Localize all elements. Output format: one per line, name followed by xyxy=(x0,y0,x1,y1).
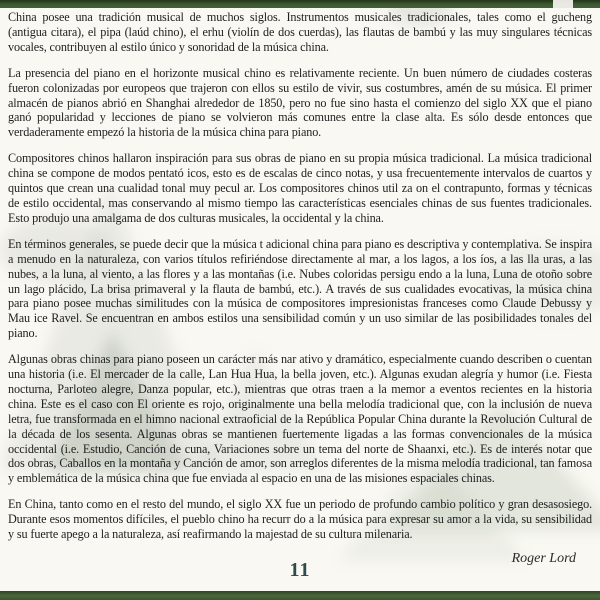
top-bar-scan-notch xyxy=(553,0,573,8)
paragraph-20th-century: En China, tanto como en el resto del mundo, el siglo XX fue un periodo de profundo cambio político y gran desasosiego. Durante esos momentos difíciles, el pueblo chino ha recurr do a la música para expresar su amor a la vida, su sensibilidad y su fuerte apego a la naturaleza, así reafirmando la majestad de su cultura milenaria. xyxy=(8,497,592,542)
paragraph-narrative-works: Algunas obras chinas para piano poseen un carácter más nar ativo y dramático, especialmente cuando describen o cuentan una historia (i.e. El mercader de la calle, Lan Hua Hua, la bella joven, etc.). Algunas exudan alegría y humor (i.e. Fiesta nocturna, Parloteo alegre, Danza popular, etc.), mientras que otras traen a la memor a eventos recientes en la historia china. Este es el caso con El oriente es rojo, originalmente una bella melodía tradicional que, con la inclusión de nueva letra, fue transformada en el himno nacional extraoficial de la República Popular China durante la Revolución Cultural de la década de los sesenta. Algunas obras se mantienen fuertemente ligadas a las formas convencionales de la música occidental (i.e. Estudio, Canción de cuna, Variaciones sobre un tema del norte de Shaanxi, etc.). Es de interés notar que dos obras, Caballos en la montaña y Canción de amor, son arreglos diferentes de la misma melodía tradicional, tan famosa y emblemática de la música china que fue enviada al espacio en una de las misiones espaciales chinas. xyxy=(8,352,592,486)
paragraph-piano-arrival: La presencia del piano en el horizonte musical chino es relativamente reciente. Un buen número de ciudades costeras fueron colonizadas por europeos que trajeron con ellos su estilo de vivir, sus costumbres, amén de su música. El primer almacén de pianos abrió en Shanghai alrededor de 1850, pero no fue sino hasta el comienzo del siglo XX que el piano ganó popularidad y lecciones de piano se volvieron más comunes entre la clase alta. Es sólo desde entonces que verdaderamente empezó la historia de la música china para piano. xyxy=(8,65,592,140)
paragraph-intro-tradition: China posee una tradición musical de muchos siglos. Instrumentos musicales tradicionales, tales como el gucheng (antigua citara), el pipa (laúd chino), el erhu (violín de dos cuerdas), las flautas de bambú y las muy singulares técnicas vocales, contribuyen al estilo único y sonoridad de la música china. xyxy=(8,10,592,54)
paragraph-descriptive-style: En términos generales, se puede decir que la música t adicional china para piano es descriptiva y contemplativa. Se inspira a menudo en la naturaleza, con varios títulos refiriéndose directamente al mar, a los lagos, a los íos, a las lla uras, a las nubes, a la luna, al viento, a las flores y a las montañas (i.e. Nubes coloridas persigu endo a la luna, Luna de otoño sobre un lago plácido, La brisa primaveral y la flauta de bambú, etc.). A través de sus cualidades evocativas, la música china para piano posee muchas similitudes con la música de compositores impresionistas franceses como Claude Debussy y Mau ice Ravel. Se encuentran en ambos estilos una sensibilidad común y un uso similar de las posibilidades tonales del piano. xyxy=(8,236,592,341)
page-number: 11 xyxy=(289,559,311,581)
bottom-border-bar xyxy=(0,591,600,600)
top-border-bar xyxy=(0,0,600,8)
text-body xyxy=(8,10,592,553)
author-signature: Roger Lord xyxy=(511,551,576,566)
paragraph-composers: Compositores chinos hallaron inspiración para sus obras de piano en su propia música tradicional. La música tradicional china se compone de modos pentató icos, esto es de escalas de cinco notas, y usa frecuentemente intervalos de cuartos y quintos que crean una cualidad tonal muy pecul ar. Los compositores chinos util za on el contrapunto, formas y técnicas de estilo occidental, mas conservando al mismo tiempo las características esenciales chinas de sus fuentes tradicionales. Esto produjo una amalgama de dos culturas musicales, la occidental y la china. xyxy=(8,151,592,225)
